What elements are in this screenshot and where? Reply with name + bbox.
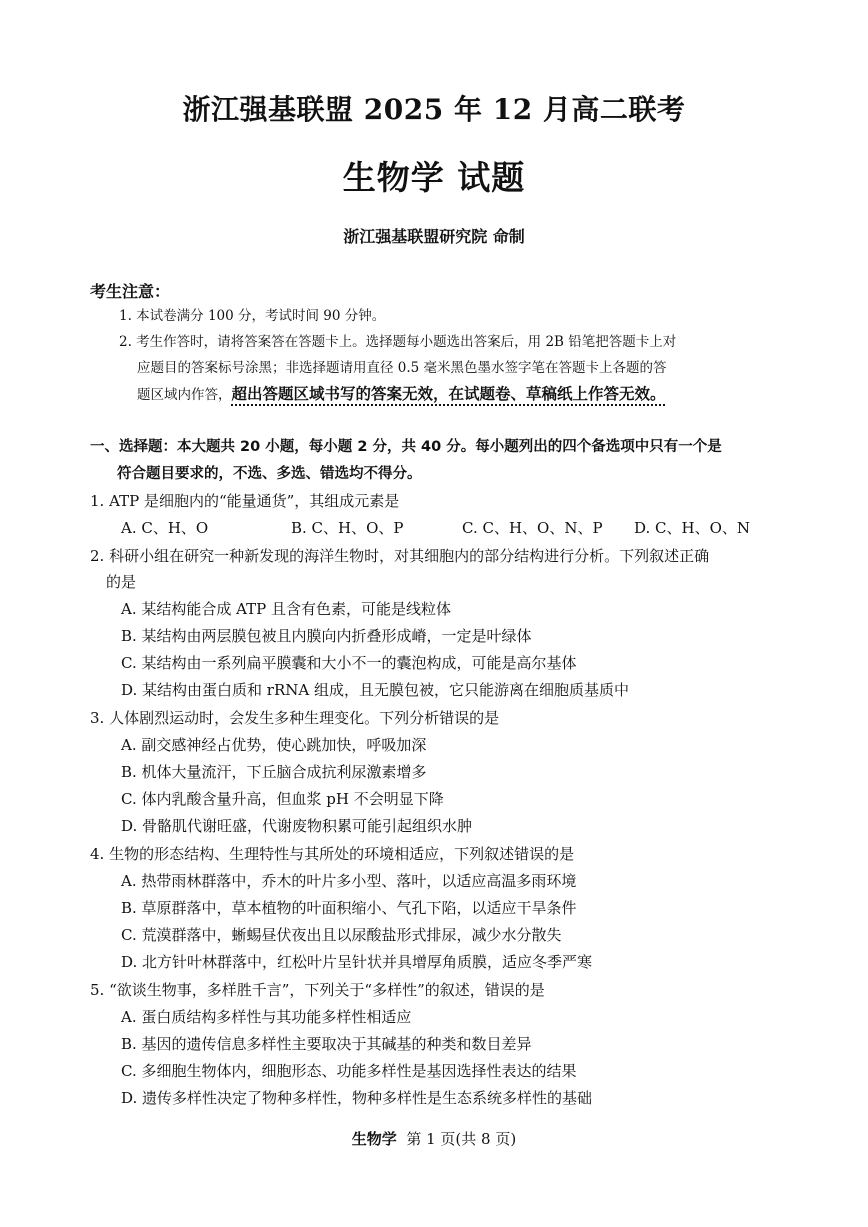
question-2-stem-line-2: 的是	[106, 573, 137, 591]
question-4-stem: 4. 生物的形态结构、生理特性与其所处的环境相适应，下列叙述错误的是	[90, 845, 575, 863]
question-5-stem: 5. “欲谈生物事，多样胜千言”，下列关于“多样性”的叙述，错误的是	[90, 981, 545, 999]
question-4-option-b: B. 草原群落中，草本植物的叶面积缩小、气孔下陷，以适应干旱条件	[121, 899, 577, 917]
question-1-option-a: A. C、H、O	[121, 519, 209, 537]
question-2-option-b: B. 某结构由两层膜包被且内膜向内折叠形成嵴，一定是叶绿体	[121, 627, 532, 645]
notice-item-2-line-2: 应题目的答案标号涂黑；非选择题请用直径 0.5 毫米黑色墨水签字笔在答题卡上各题的答	[137, 360, 667, 376]
question-3-option-a: A. 副交感神经占优势，使心跳加快，呼吸加深	[121, 736, 427, 754]
question-2-option-a: A. 某结构能合成 ATP 且含有色素，可能是线粒体	[121, 600, 452, 618]
question-2-stem-line-1: 2. 科研小组在研究一种新发现的海洋生物时，对其细胞内的部分结构进行分析。下列叙述正确	[90, 547, 710, 565]
question-5-option-a: A. 蛋白质结构多样性与其功能多样性相适应	[121, 1008, 412, 1026]
question-5-option-d: D. 遗传多样性决定了物种多样性，物种多样性是生态系统多样性的基础	[121, 1089, 593, 1107]
question-4-option-a: A. 热带雨林群落中，乔木的叶片多小型、落叶，以适应高温多雨环境	[121, 872, 577, 890]
question-3-option-b: B. 机体大量流汗，下丘脑合成抗利尿激素增多	[121, 763, 427, 781]
footer-page-number: 第 1 页(共 8 页)	[406, 1130, 517, 1148]
section-1-heading-line-1: 一、选择题：本大题共 20 小题，每小题 2 分，共 40 分。每小题列出的四个备选项中只有一个是	[90, 439, 722, 455]
question-2-option-d: D. 某结构由蛋白质和 rRNA 组成，且无膜包被，它只能游离在细胞质基质中	[121, 681, 629, 699]
question-3-stem: 3. 人体剧烈运动时，会发生多种生理变化。下列分析错误的是	[90, 709, 500, 727]
notice-item-2-line-3	[137, 384, 666, 405]
question-5-option-b: B. 基因的遗传信息多样性主要取决于其碱基的种类和数目差异	[121, 1035, 532, 1053]
section-1-heading-line-2: 符合题目要求的，不选、多选、错选均不得分。	[117, 466, 422, 482]
question-1-stem: 1. ATP 是细胞内的“能量通货”，其组成元素是	[90, 492, 400, 510]
compiler-line: 浙江强基联盟研究院 命制	[343, 227, 525, 246]
question-4-option-d: D. 北方针叶林群落中，红松叶片呈针状并具增厚角质膜，适应冬季严寒	[121, 953, 593, 971]
notice-item-2-line-1: 2. 考生作答时，请将答案答在答题卡上。选择题每小题选出答案后，用 2B 铅笔把答题卡上对	[119, 334, 677, 350]
question-1-option-c: C. C、H、O、N、P	[462, 519, 603, 537]
question-1-option-d: D. C、H、O、N	[634, 519, 751, 537]
notice-emphasis: 超出答题区域书写的答案无效，在试题卷、草稿纸上作答无效。	[231, 385, 666, 403]
question-4-option-c: C. 荒漠群落中，蜥蜴昼伏夜出且以尿酸盐形式排尿，减少水分散失	[121, 926, 562, 944]
footer-subject: 生物学	[351, 1130, 397, 1148]
question-3-option-d: D. 骨骼肌代谢旺盛，代谢废物积累可能引起组织水肿	[121, 817, 473, 835]
question-2-option-c: C. 某结构由一系列扁平膜囊和大小不一的囊泡构成，可能是高尔基体	[121, 654, 577, 672]
page-footer	[0, 1128, 868, 1149]
question-1-option-b: B. C、H、O、P	[291, 519, 404, 537]
notice-item-2-line-3-prefix: 题区域内作答，	[137, 387, 232, 403]
exam-title: 浙江强基联盟 2025 年 12 月高二联考	[182, 93, 686, 126]
notice-item-1: 1. 本试卷满分 100 分，考试时间 90 分钟。	[119, 308, 386, 324]
exam-subtitle: 生物学 试题	[342, 158, 526, 197]
question-5-option-c: C. 多细胞生物体内，细胞形态、功能多样性是基因选择性表达的结果	[121, 1062, 577, 1080]
notice-heading: 考生注意：	[90, 282, 171, 301]
question-3-option-c: C. 体内乳酸含量升高，但血浆 pH 不会明显下降	[121, 790, 444, 808]
